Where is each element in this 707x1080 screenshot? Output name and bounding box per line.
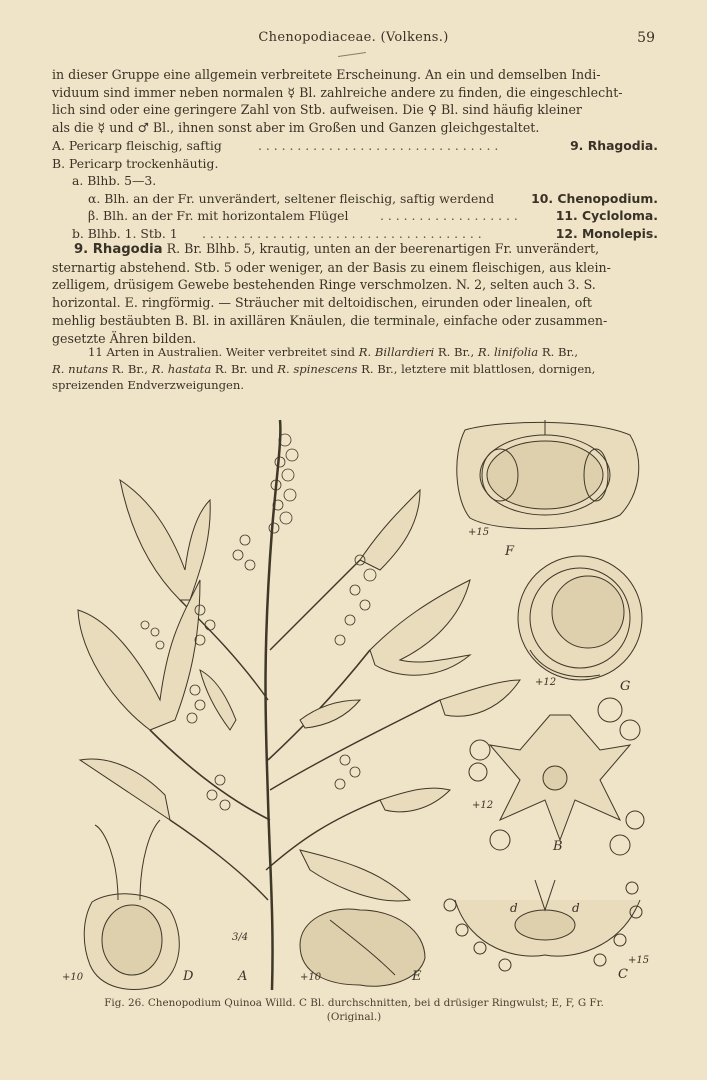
species-author: R. Br. und (211, 361, 278, 376)
key-label: β. Blh. an der Fr. mit horizontalem Flügel (88, 208, 349, 223)
key-leader: . . . . . . . . . . . . . . . . . . . . . . . . . . . . . . . . . . . . (202, 225, 482, 241)
key-label: b. Blhb. 1. Stb. 1 (72, 225, 178, 241)
flower-B (469, 698, 644, 855)
caption-line: Fig. 26. Chenopodium Quinoa Willd. C Bl. durchschnitten, bei d drüsiger Ringwulst; E, F, G Fr. (104, 997, 604, 1009)
label-D: D (183, 969, 194, 984)
genus-description (52, 240, 656, 347)
scale-A: 3/4 (232, 932, 249, 943)
flower-section-C (444, 880, 642, 971)
scale-F: +15 (468, 527, 490, 538)
page-number: 59 (637, 30, 655, 46)
caption-line: (Original.) (326, 1011, 382, 1023)
label-A: A (238, 969, 248, 984)
running-header (0, 30, 707, 52)
genus-name: 9. Rhagodia (74, 242, 163, 257)
fruit-section-F (457, 420, 639, 529)
intro-line: viduum sind immer neben normalen ☿ Bl. zahlreiche andere zu finden, die eingeschlecht- (52, 84, 623, 100)
label-C: C (618, 967, 628, 982)
scale-D: +10 (62, 972, 84, 983)
key-result: 11. Cycloloma. (555, 208, 658, 223)
label-d-left: d (510, 901, 518, 915)
fruit-section-G (518, 556, 642, 680)
species-line: spreizenden Endverzweigungen. (52, 378, 245, 392)
genus-authority: R. Br. (166, 241, 202, 256)
species-name: R. nutans (52, 361, 109, 376)
label-F: F (505, 544, 515, 559)
key-leader: . . . . . . . . . . . . . . . . . . . . . . . . . . . . . . . (258, 138, 499, 153)
genus-line: horizontal. E. ringförmig. — Sträucher mit deltoidischen, eirunden oder linealen, oft (52, 295, 592, 311)
key-row (52, 155, 658, 173)
key-result: 12. Monolepis. (555, 225, 658, 241)
species-lead: 11 Arten in Australien. Weiter verbreitet sind (88, 345, 359, 359)
key-row (52, 137, 658, 155)
species-author: R. Br., (538, 345, 579, 359)
genus-line: Blhb. 5, krautig, unten an der beerenartigen Fr. unverändert, (201, 241, 600, 256)
genus-first-line (52, 240, 656, 259)
key-row (52, 190, 658, 208)
intro-line: lich sind oder eine geringere Zahl von Stb. aufweisen. Die ♀ Bl. sind häufig kleiner (52, 102, 582, 118)
species-author: R. Br., letztere mit blattlosen, dornigen, (357, 361, 596, 376)
running-title: Chenopodiaceae. (Volkens.) (258, 30, 449, 45)
genus-line: gesetzte Ähren bilden. (52, 330, 197, 346)
genus-line: sternartig abstehend. Stb. 5 oder weniger, an der Basis zu einem fleischigen, aus klein- (52, 259, 611, 275)
genus-key (52, 137, 658, 242)
intro-line: in dieser Gruppe eine allgemein verbreitete Erscheinung. An ein und demselben Indi- (52, 67, 601, 82)
key-leader: . . . . . . . . . . . . . . . . . . (380, 208, 518, 223)
key-label: A. Pericarp fleischig, saftig (52, 138, 222, 153)
label-d-right: d (572, 901, 580, 915)
species-line (52, 344, 656, 361)
species-name: R. Billardieri (358, 345, 435, 359)
key-row (52, 172, 658, 190)
label-G: G (620, 679, 631, 694)
species-author: R. Br., (108, 361, 152, 376)
genus-line: zelligem, drüsigem Gewebe bestehenden Ringe verschmolzen. N. 2, selten auch 3. S. (52, 277, 596, 293)
scale-B: +12 (472, 800, 494, 811)
botanical-figure (0, 400, 707, 1000)
species-name: R. spinescens (277, 361, 358, 376)
scale-G: +12 (535, 677, 557, 688)
genus-line: mehlig bestäubten B. Bl. in axillären Knäulen, die terminale, einfache oder zusammen- (52, 312, 608, 328)
header-ornament (338, 52, 366, 57)
key-result: 10. Chenopodium. (531, 190, 658, 206)
flower-D (84, 820, 179, 989)
label-B: B (553, 839, 563, 854)
species-author: R. Br., (434, 345, 478, 359)
key-result: 9. Rhagodia. (570, 138, 658, 153)
key-label: B. Pericarp trockenhäutig. (52, 155, 219, 171)
intro-paragraph (52, 66, 656, 137)
scale-E: +10 (300, 972, 322, 983)
species-name: R. linifolia (477, 345, 539, 359)
species-line (52, 361, 656, 378)
species-note (52, 344, 656, 394)
species-name: R. hastata (151, 361, 212, 376)
intro-line: als die ☿ und ♂ Bl., ihnen sonst aber im Großen und Ganzen gleichgestaltet. (52, 120, 540, 136)
figure-caption (52, 996, 656, 1024)
label-E: E (412, 969, 422, 984)
key-label: α. Blh. an der Fr. unverändert, seltener fleischig, saftig werdend (88, 190, 495, 206)
scale-C: +15 (628, 955, 650, 966)
key-label: a. Blhb. 5—3. (72, 173, 157, 188)
key-row (52, 207, 658, 225)
